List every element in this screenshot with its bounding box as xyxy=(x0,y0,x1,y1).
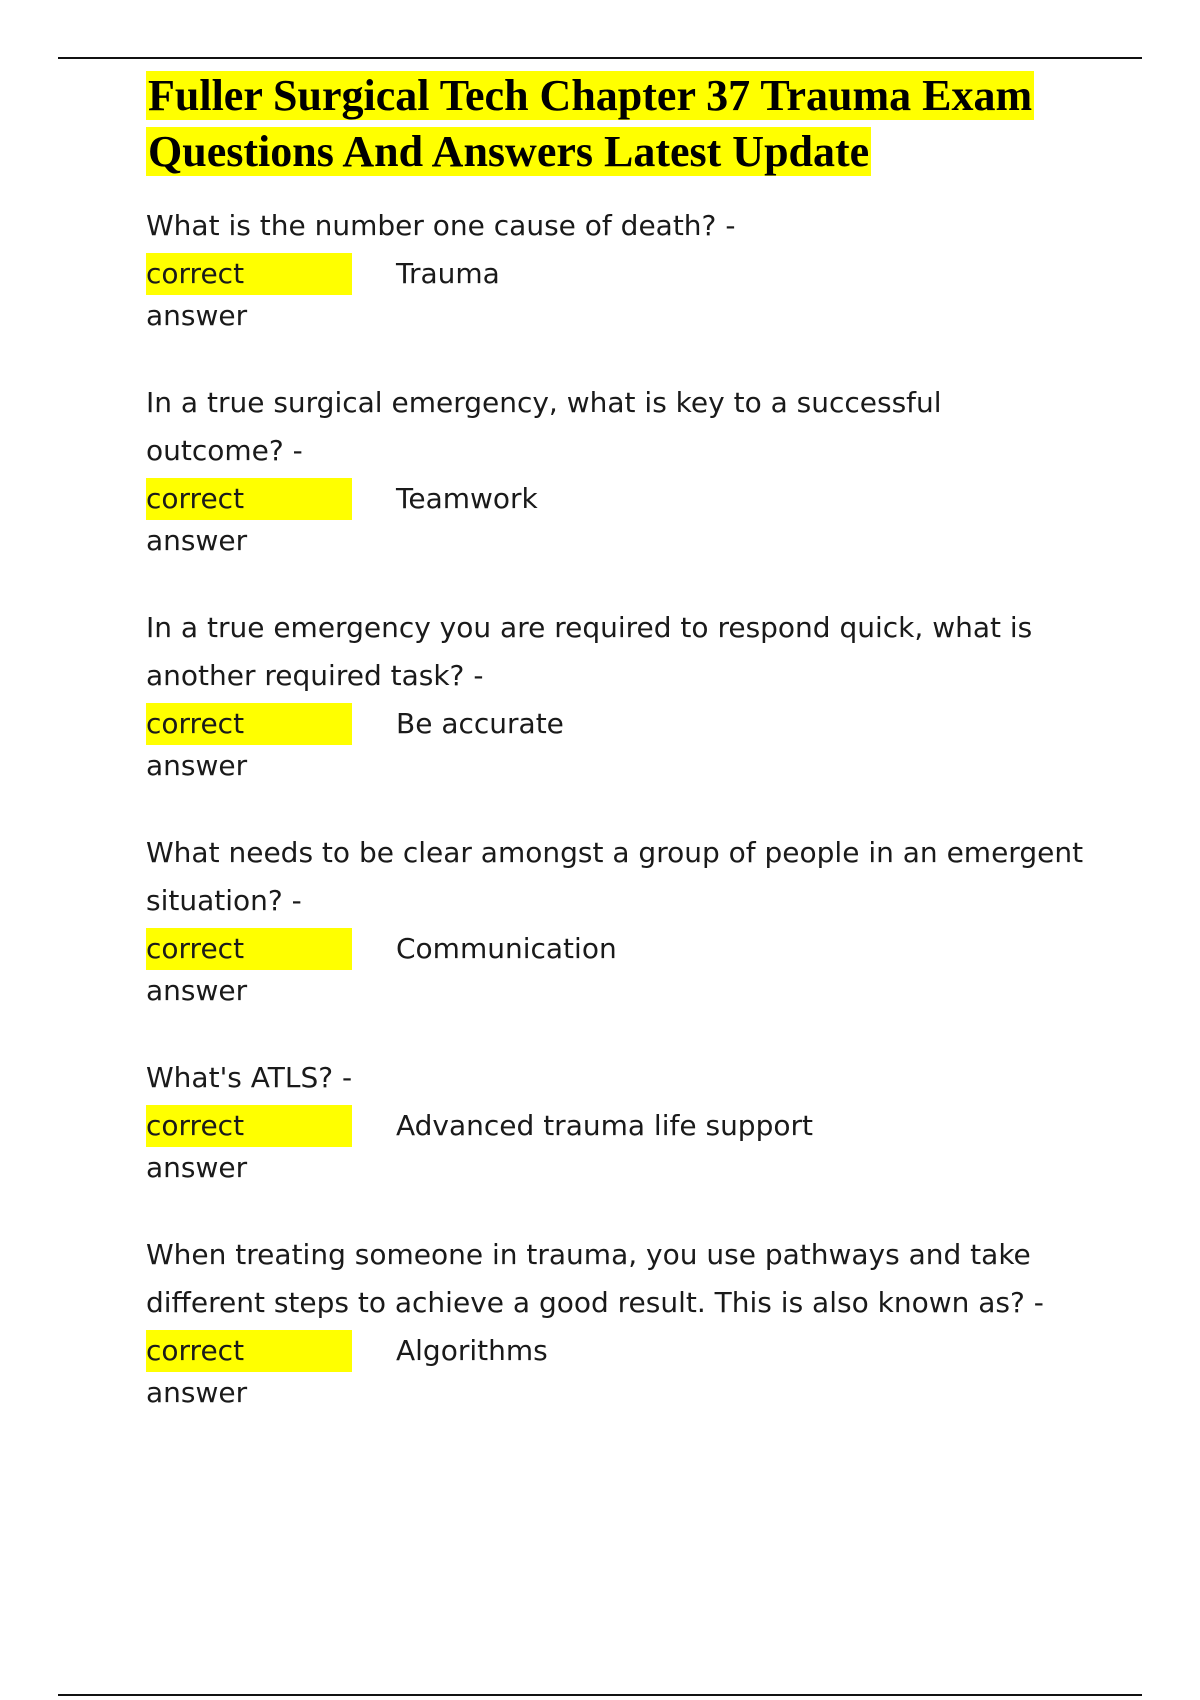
answer-label: correct answer xyxy=(146,1330,352,1372)
answer-line xyxy=(146,925,1086,1007)
qa-item xyxy=(146,829,1086,1007)
answer-text: Be accurate xyxy=(396,707,564,740)
answer-text: Advanced trauma life support xyxy=(396,1109,813,1142)
answer-line xyxy=(146,1327,1086,1409)
answer-line xyxy=(146,1102,1086,1184)
top-rule xyxy=(58,57,1142,59)
question-text: In a true emergency you are required to respond quick, what is another required task? - xyxy=(146,611,1033,692)
question-text: In a true surgical emergency, what is key to a successful outcome? - xyxy=(146,386,942,467)
bottom-rule xyxy=(58,1694,1142,1696)
answer-label: correct answer xyxy=(146,253,352,295)
qa-item xyxy=(146,202,1086,332)
document-body xyxy=(146,68,1086,1409)
answer-text: Algorithms xyxy=(396,1334,548,1367)
answer-line xyxy=(146,700,1086,782)
question-text: What is the number one cause of death? - xyxy=(146,209,736,242)
answer-text: Communication xyxy=(396,932,617,965)
question-text: When treating someone in trauma, you use pathways and take different steps to achieve a good result. This is also known as? - xyxy=(146,1238,1044,1319)
answer-text: Teamwork xyxy=(396,482,538,515)
answer-label: correct answer xyxy=(146,703,352,745)
answer-line xyxy=(146,250,1086,332)
answer-label: correct answer xyxy=(146,478,352,520)
qa-item xyxy=(146,1231,1086,1409)
title-highlight: Fuller Surgical Tech Chapter 37 Trauma Exam Questions And Answers Latest Update xyxy=(148,71,1033,176)
qa-item xyxy=(146,1054,1086,1184)
question-text: What needs to be clear amongst a group of people in an emergent situation? - xyxy=(146,836,1084,917)
page-title xyxy=(146,68,1086,180)
qa-item xyxy=(146,379,1086,557)
answer-line xyxy=(146,475,1086,557)
answer-text: Trauma xyxy=(396,257,500,290)
answer-label: correct answer xyxy=(146,928,352,970)
answer-label: correct answer xyxy=(146,1105,352,1147)
qa-item xyxy=(146,604,1086,782)
question-text: What's ATLS? - xyxy=(146,1061,353,1094)
